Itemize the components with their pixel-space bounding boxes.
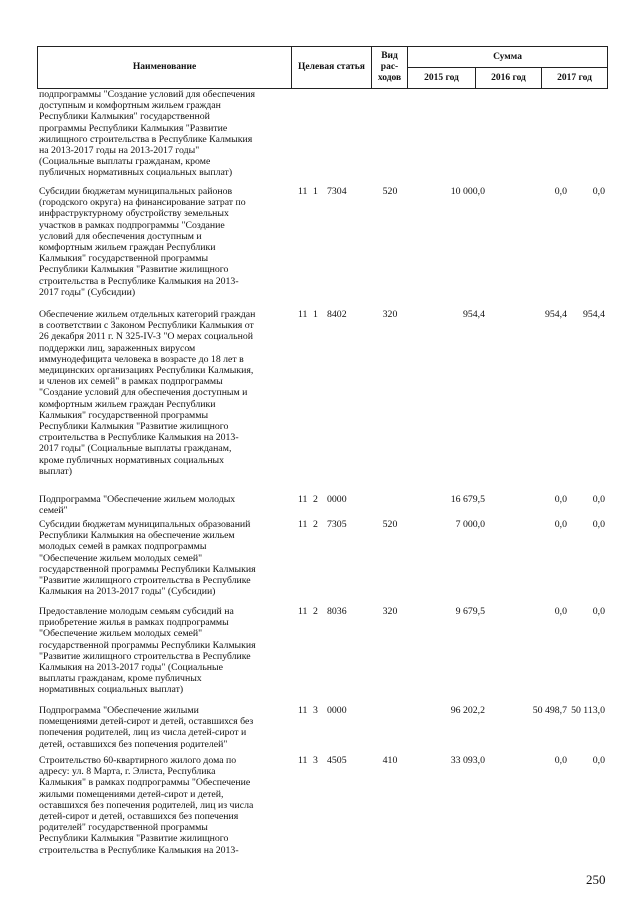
row-code: 8036 [327,606,347,617]
header-name: Наименование [38,47,292,89]
row-2016: 954,4 [544,309,567,320]
row-expense-type: 410 [382,755,398,766]
row-2015: 7 000,0 [455,519,485,530]
row-2017: 0,0 [592,606,605,617]
row-code: 8402 [327,309,347,320]
row-2017: 0,0 [592,494,605,505]
row-2016: 0,0 [554,186,567,197]
row-name: Подпрограмма "Обеспечение жильем молодых семей" [39,494,236,517]
row-2015: 16 679,5 [450,494,485,505]
row-2016: 0,0 [554,606,567,617]
row-section: 11 [298,519,308,530]
row-2015: 33 093,0 [450,755,485,766]
row-2015: 954,4 [462,309,485,320]
row-2015: 96 202,2 [450,705,485,716]
row-section: 11 [298,606,308,617]
row-program: 1 [313,309,318,320]
row-name: Строительство 60-квартирного жилого дома по адресу: ул. 8 Марта, г. Элиста, Республика Калмыкия" в рамках подпрограммы "Обеспечение жилыми помещениями детей-сирот и детей, оставшихся без попечения родителей, лиц из числа детей-сирот и детей, оставшихся без попечения родителей" государственной программы Республики Калмыкия "Развитие жилищного строительства в Республике Калмыкия на 2013- [39,755,254,856]
row-2016: 0,0 [554,494,567,505]
header-year-2015: 2015 год [408,68,476,89]
row-2017: 954,4 [582,309,605,320]
row-2017: 0,0 [592,519,605,530]
row-section: 11 [298,309,308,320]
table-header [37,46,608,89]
row-program: 3 [313,705,318,716]
row-name: Подпрограмма "Обеспечение жилыми помещениями детей-сирот и детей, оставшихся без попечения родителей, лиц из числа детей-сирот и детей, оставшихся без попечения родителей" [39,705,254,750]
row-expense-type: 320 [382,309,398,320]
row-expense-type: 520 [382,519,398,530]
row-2017: 0,0 [592,755,605,766]
row-name: подпрограммы "Создание условий для обеспечения доступным и комфортным жильем граждан Республики Калмыкия" государственной программы Республики Калмыкия "Развитие жилищного строительства в Республике Калмыкия на 2013-2017 годы на 2013-2017 годы" (Социальные выплаты гражданам, кроме публичных нормативных социальных выплат) [39,89,256,179]
row-expense-type: 520 [382,186,398,197]
row-2015: 9 679,5 [455,606,485,617]
row-name: Обеспечение жильем отдельных категорий граждан в соответствии с Законом Республики Калмыкия от 26 декабря 2011 г. N 325-IV-З "О мерах социальной поддержки лиц, зараженных вирусом иммунодефицита человека в возрасте до 18 лет в медицинских организациях Республики Калмыкия, и членов их семей" в рамках подпрограммы "Создание условий для обеспечения доступным и комфортным жильем граждан Республики Калмыкия" государственной программы Республики Калмыкия "Развитие жилищного строительства в Республике Калмыкия на 2013- 2017 годы" (Социальные выплаты гражданам, кроме публичных нормативных социальных выплат) [39,309,256,477]
row-2015: 10 000,0 [450,186,485,197]
row-2016: 50 498,7 [532,705,567,716]
row-section: 11 [298,186,308,197]
row-2017: 50 113,0 [571,705,605,716]
row-program: 2 [313,519,318,530]
header-expense-type: Вид рас-ходов [372,47,408,89]
row-name: Предоставление молодым семьям субсидий на приобретение жилья в рамках подпрограммы "Обеспечение жильем молодых семей" государственной программы Республики Калмыкия "Развитие жилищного строительства в Республике Калмыкия на 2013-2017 годы" (Социальные выплаты гражданам, кроме публичных нормативных социальных выплат) [39,606,256,696]
header-sum: Сумма [408,47,608,68]
page-number: 250 [586,872,606,887]
row-2016: 0,0 [554,755,567,766]
row-code: 7304 [327,186,347,197]
row-code: 0000 [327,705,347,716]
row-2016: 0,0 [554,519,567,530]
row-section: 11 [298,494,308,505]
row-code: 4505 [327,755,347,766]
row-section: 11 [298,755,308,766]
header-target-article: Целевая статья [292,47,372,89]
row-2017: 0,0 [592,186,605,197]
row-program: 2 [313,494,318,505]
row-expense-type: 320 [382,606,398,617]
row-name: Субсидии бюджетам муниципальных образований Республики Калмыкия на обеспечение жильем молодых семей в рамках подпрограммы "Обеспечение жильем молодых семей" государственной программы Республики Калмыкия "Развитие жилищного строительства в Республике Калмыкия на 2013-2017 годы" (Субсидии) [39,519,256,598]
row-code: 7305 [327,519,347,530]
row-name: Субсидии бюджетам муниципальных районов (городского округа) на финансирование затрат по инфраструктурному обустройству земельных участков в рамках подпрограммы "Создание условий для обеспечения доступным и комфортным жильем граждан Республики Калмыкия" государственной программы Республики Калмыкия "Развитие жилищного строительства в Республике Калмыкия на 2013- 2017 годы" (Субсидии) [39,186,246,298]
header-year-2016: 2016 год [476,68,542,89]
row-code: 0000 [327,494,347,505]
row-section: 11 [298,705,308,716]
header-year-2017: 2017 год [542,68,608,89]
row-program: 3 [313,755,318,766]
row-program: 2 [313,606,318,617]
row-program: 1 [313,186,318,197]
